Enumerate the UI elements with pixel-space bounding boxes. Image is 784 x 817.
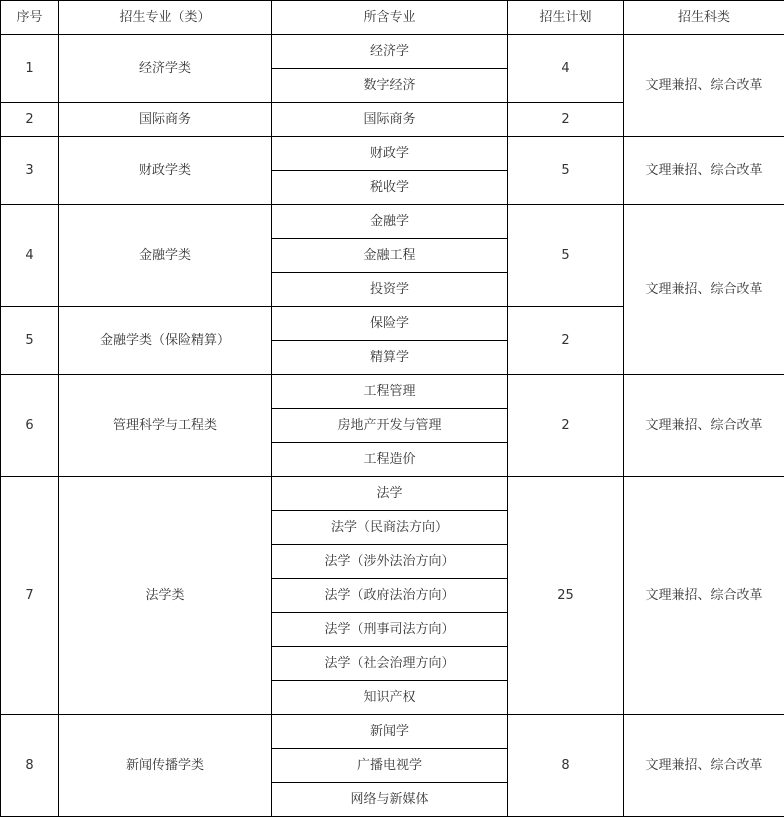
plan-cell: 25 [508,477,624,715]
major-cell: 工程管理 [272,375,508,409]
category-cell: 国际商务 [59,103,272,137]
row-number-cell: 4 [1,205,59,307]
header-cell: 序号 [1,1,59,35]
category-cell: 金融学类（保险精算） [59,307,272,375]
subject-type-cell: 文理兼招、综合改革 [624,35,784,137]
major-cell: 金融学 [272,205,508,239]
major-cell: 房地产开发与管理 [272,409,508,443]
plan-cell: 4 [508,35,624,103]
table-row [1,137,784,171]
table-row [1,205,784,239]
major-cell: 投资学 [272,273,508,307]
subject-type-cell: 文理兼招、综合改革 [624,477,784,715]
major-cell: 新闻学 [272,715,508,749]
major-cell: 精算学 [272,341,508,375]
table-row [1,715,784,749]
major-cell: 法学（刑事司法方向） [272,613,508,647]
major-cell: 数字经济 [272,69,508,103]
header-cell: 所含专业 [272,1,508,35]
category-cell: 法学类 [59,477,272,715]
plan-cell: 5 [508,137,624,205]
plan-cell: 2 [508,307,624,375]
header-cell: 招生计划 [508,1,624,35]
row-number-cell: 8 [1,715,59,817]
row-number-cell: 3 [1,137,59,205]
subject-type-cell: 文理兼招、综合改革 [624,715,784,817]
plan-cell: 2 [508,375,624,477]
major-cell: 法学（涉外法治方向） [272,545,508,579]
subject-type-cell: 文理兼招、综合改革 [624,205,784,375]
major-cell: 经济学 [272,35,508,69]
plan-cell: 5 [508,205,624,307]
table-row [1,477,784,511]
major-cell: 法学 [272,477,508,511]
plan-cell: 8 [508,715,624,817]
major-cell: 法学（政府法治方向） [272,579,508,613]
table-row [1,375,784,409]
category-cell: 管理科学与工程类 [59,375,272,477]
major-cell: 金融工程 [272,239,508,273]
header-cell: 招生科类 [624,1,784,35]
row-number-cell: 7 [1,477,59,715]
major-cell: 保险学 [272,307,508,341]
major-cell: 网络与新媒体 [272,783,508,817]
major-cell: 税收学 [272,171,508,205]
category-cell: 金融学类 [59,205,272,307]
table-body [1,1,784,817]
major-cell: 知识产权 [272,681,508,715]
major-cell: 工程造价 [272,443,508,477]
row-number-cell: 5 [1,307,59,375]
major-cell: 法学（民商法方向） [272,511,508,545]
major-cell: 国际商务 [272,103,508,137]
major-cell: 广播电视学 [272,749,508,783]
category-cell: 新闻传播学类 [59,715,272,817]
category-cell: 财政学类 [59,137,272,205]
header-cell: 招生专业（类） [59,1,272,35]
row-number-cell: 2 [1,103,59,137]
category-cell: 经济学类 [59,35,272,103]
header-row [1,1,784,35]
subject-type-cell: 文理兼招、综合改革 [624,137,784,205]
plan-cell: 2 [508,103,624,137]
table-row [1,35,784,69]
row-number-cell: 1 [1,35,59,103]
major-cell: 法学（社会治理方向） [272,647,508,681]
major-cell: 财政学 [272,137,508,171]
subject-type-cell: 文理兼招、综合改革 [624,375,784,477]
row-number-cell: 6 [1,375,59,477]
